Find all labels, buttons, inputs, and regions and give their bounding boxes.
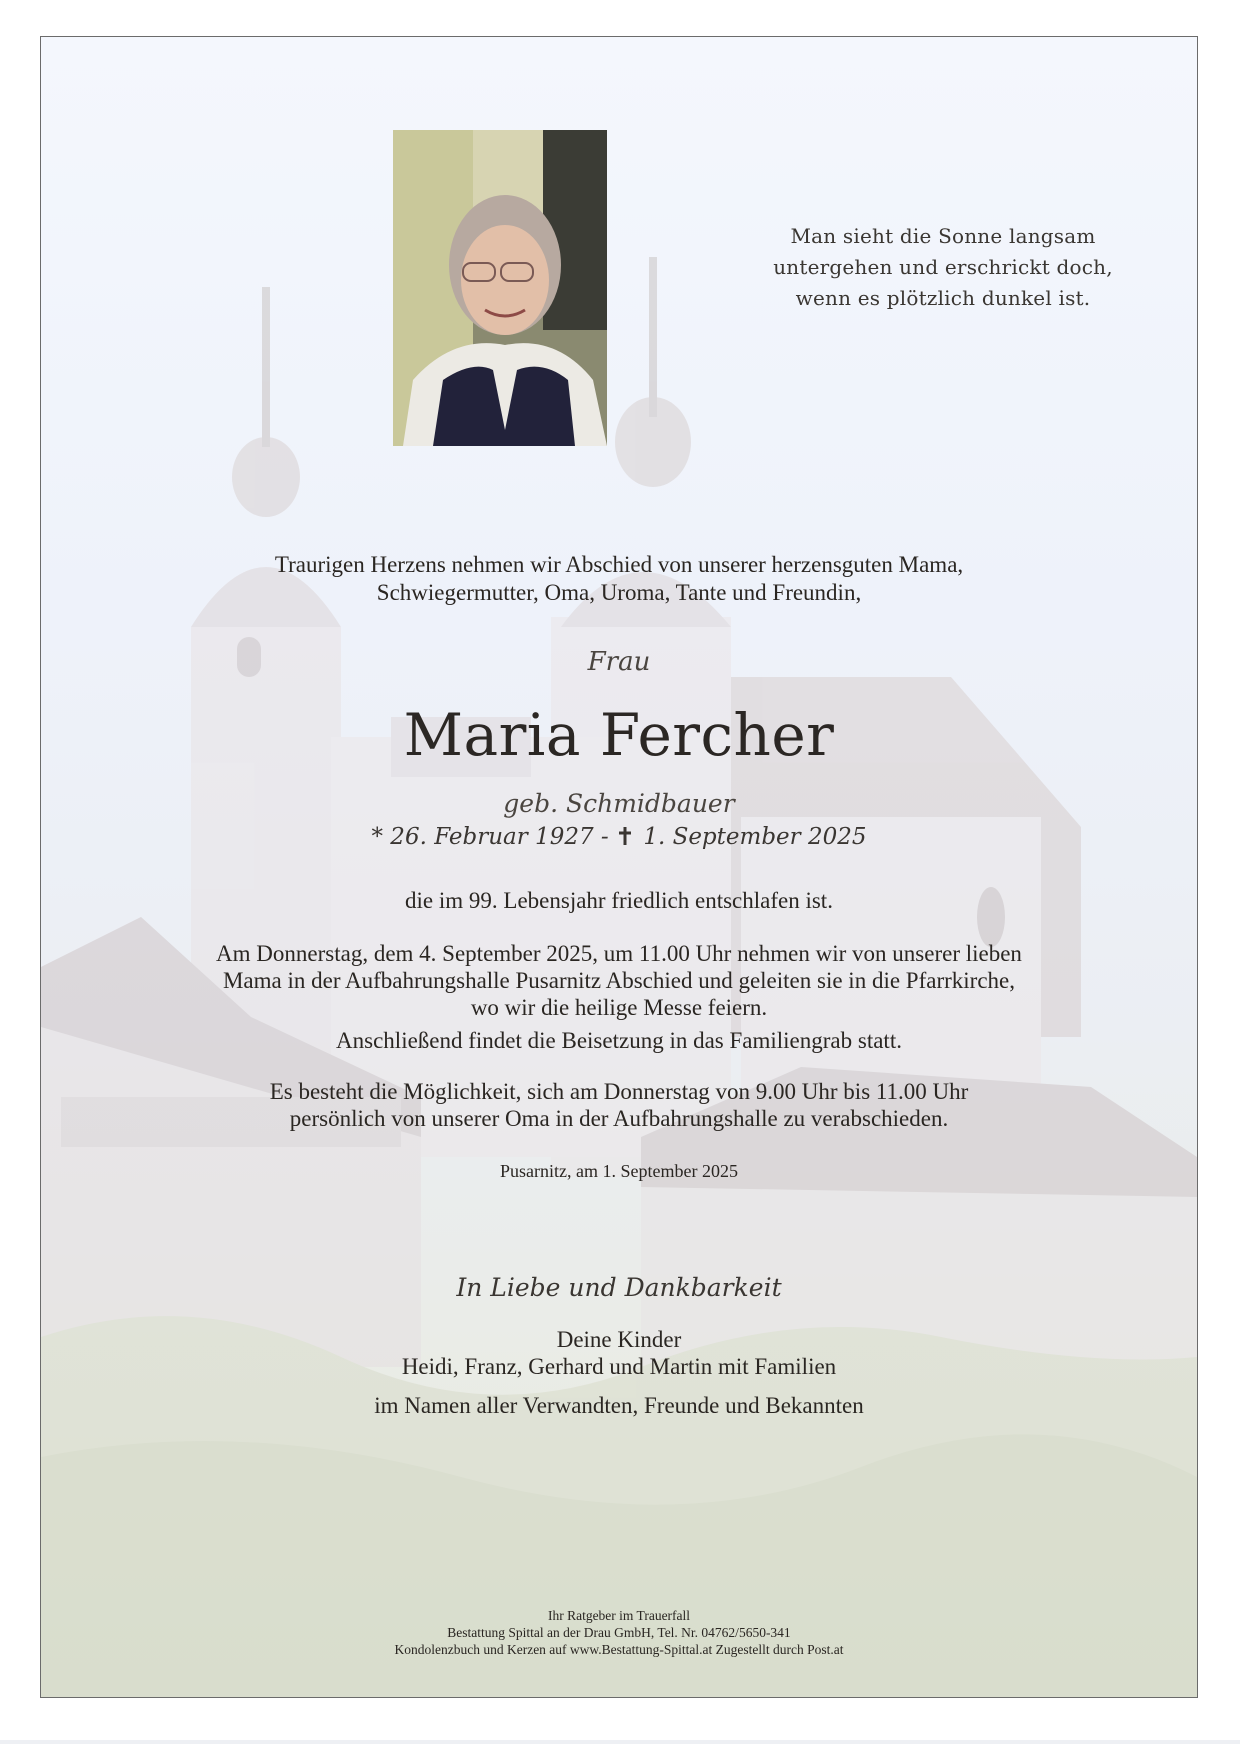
birth-name: geb. Schmidbauer bbox=[503, 789, 735, 818]
footer-line: Kondolenzbuch und Kerzen auf www.Bestattung-Spittal.at Zugestellt durch Post.at bbox=[394, 1642, 844, 1657]
poem bbox=[763, 221, 1123, 314]
poem-line: wenn es plötzlich dunkel ist. bbox=[795, 286, 1091, 310]
burial-text: Anschließend findet die Beisetzung in das Familiengrab statt. bbox=[336, 1028, 902, 1053]
birth-date: * 26. Februar 1927 - bbox=[371, 824, 609, 850]
viewing-line: persönlich von unserer Oma in der Aufbahrungshalle zu verabschieden. bbox=[289, 1106, 949, 1131]
closing-phrase: In Liebe und Dankbarkeit bbox=[456, 1273, 782, 1302]
footer-line: Bestattung Spittal an der Drau GmbH, Tel. Nr. 04762/5650-341 bbox=[447, 1625, 791, 1640]
funeral-line: Am Donnerstag, dem 4. September 2025, um 11.00 Uhr nehmen wir von unserer lieben bbox=[216, 941, 1022, 966]
mourners bbox=[41, 1326, 1197, 1380]
footer-line: Ihr Ratgeber im Trauerfall bbox=[547, 1608, 691, 1623]
funeral-line: wo wir die heilige Messe feiern. bbox=[470, 995, 768, 1020]
intro-line: Traurigen Herzens nehmen wir Abschied von unserer herzensguten Mama, bbox=[274, 552, 964, 577]
footer bbox=[41, 1607, 1197, 1658]
life-dates bbox=[41, 824, 1197, 850]
mourners-names: Heidi, Franz, Gerhard und Martin mit Familien bbox=[401, 1354, 837, 1379]
viewing-text bbox=[41, 1078, 1197, 1132]
deceased-name: Maria Fercher bbox=[403, 701, 835, 769]
viewing-line: Es besteht die Möglichkeit, sich am Donnerstag von 9.00 Uhr bis 11.00 Uhr bbox=[269, 1079, 969, 1104]
death-date: 1. September 2025 bbox=[643, 824, 867, 850]
obituary-card bbox=[40, 36, 1198, 1698]
cross-icon bbox=[618, 825, 632, 843]
mourners-title: Deine Kinder bbox=[556, 1327, 682, 1352]
passing-text: die im 99. Lebensjahr friedlich entschlafen ist. bbox=[405, 888, 833, 913]
salutation: Frau bbox=[587, 647, 651, 677]
page-bottom-rule bbox=[0, 1740, 1240, 1744]
relatives-text: im Namen aller Verwandten, Freunde und Bekannten bbox=[374, 1393, 864, 1418]
intro-line: Schwiegermutter, Oma, Uroma, Tante und Freundin, bbox=[376, 580, 862, 605]
intro-text bbox=[41, 551, 1197, 607]
portrait-photo bbox=[393, 130, 607, 446]
poem-line: Man sieht die Sonne langsam bbox=[790, 224, 1096, 248]
funeral-text bbox=[41, 940, 1197, 1021]
place-date: Pusarnitz, am 1. September 2025 bbox=[500, 1161, 738, 1181]
funeral-line: Mama in der Aufbahrungshalle Pusarnitz Abschied und geleiten sie in die Pfarrkirche, bbox=[222, 968, 1015, 993]
poem-line: untergehen und erschrickt doch, bbox=[773, 255, 1113, 279]
